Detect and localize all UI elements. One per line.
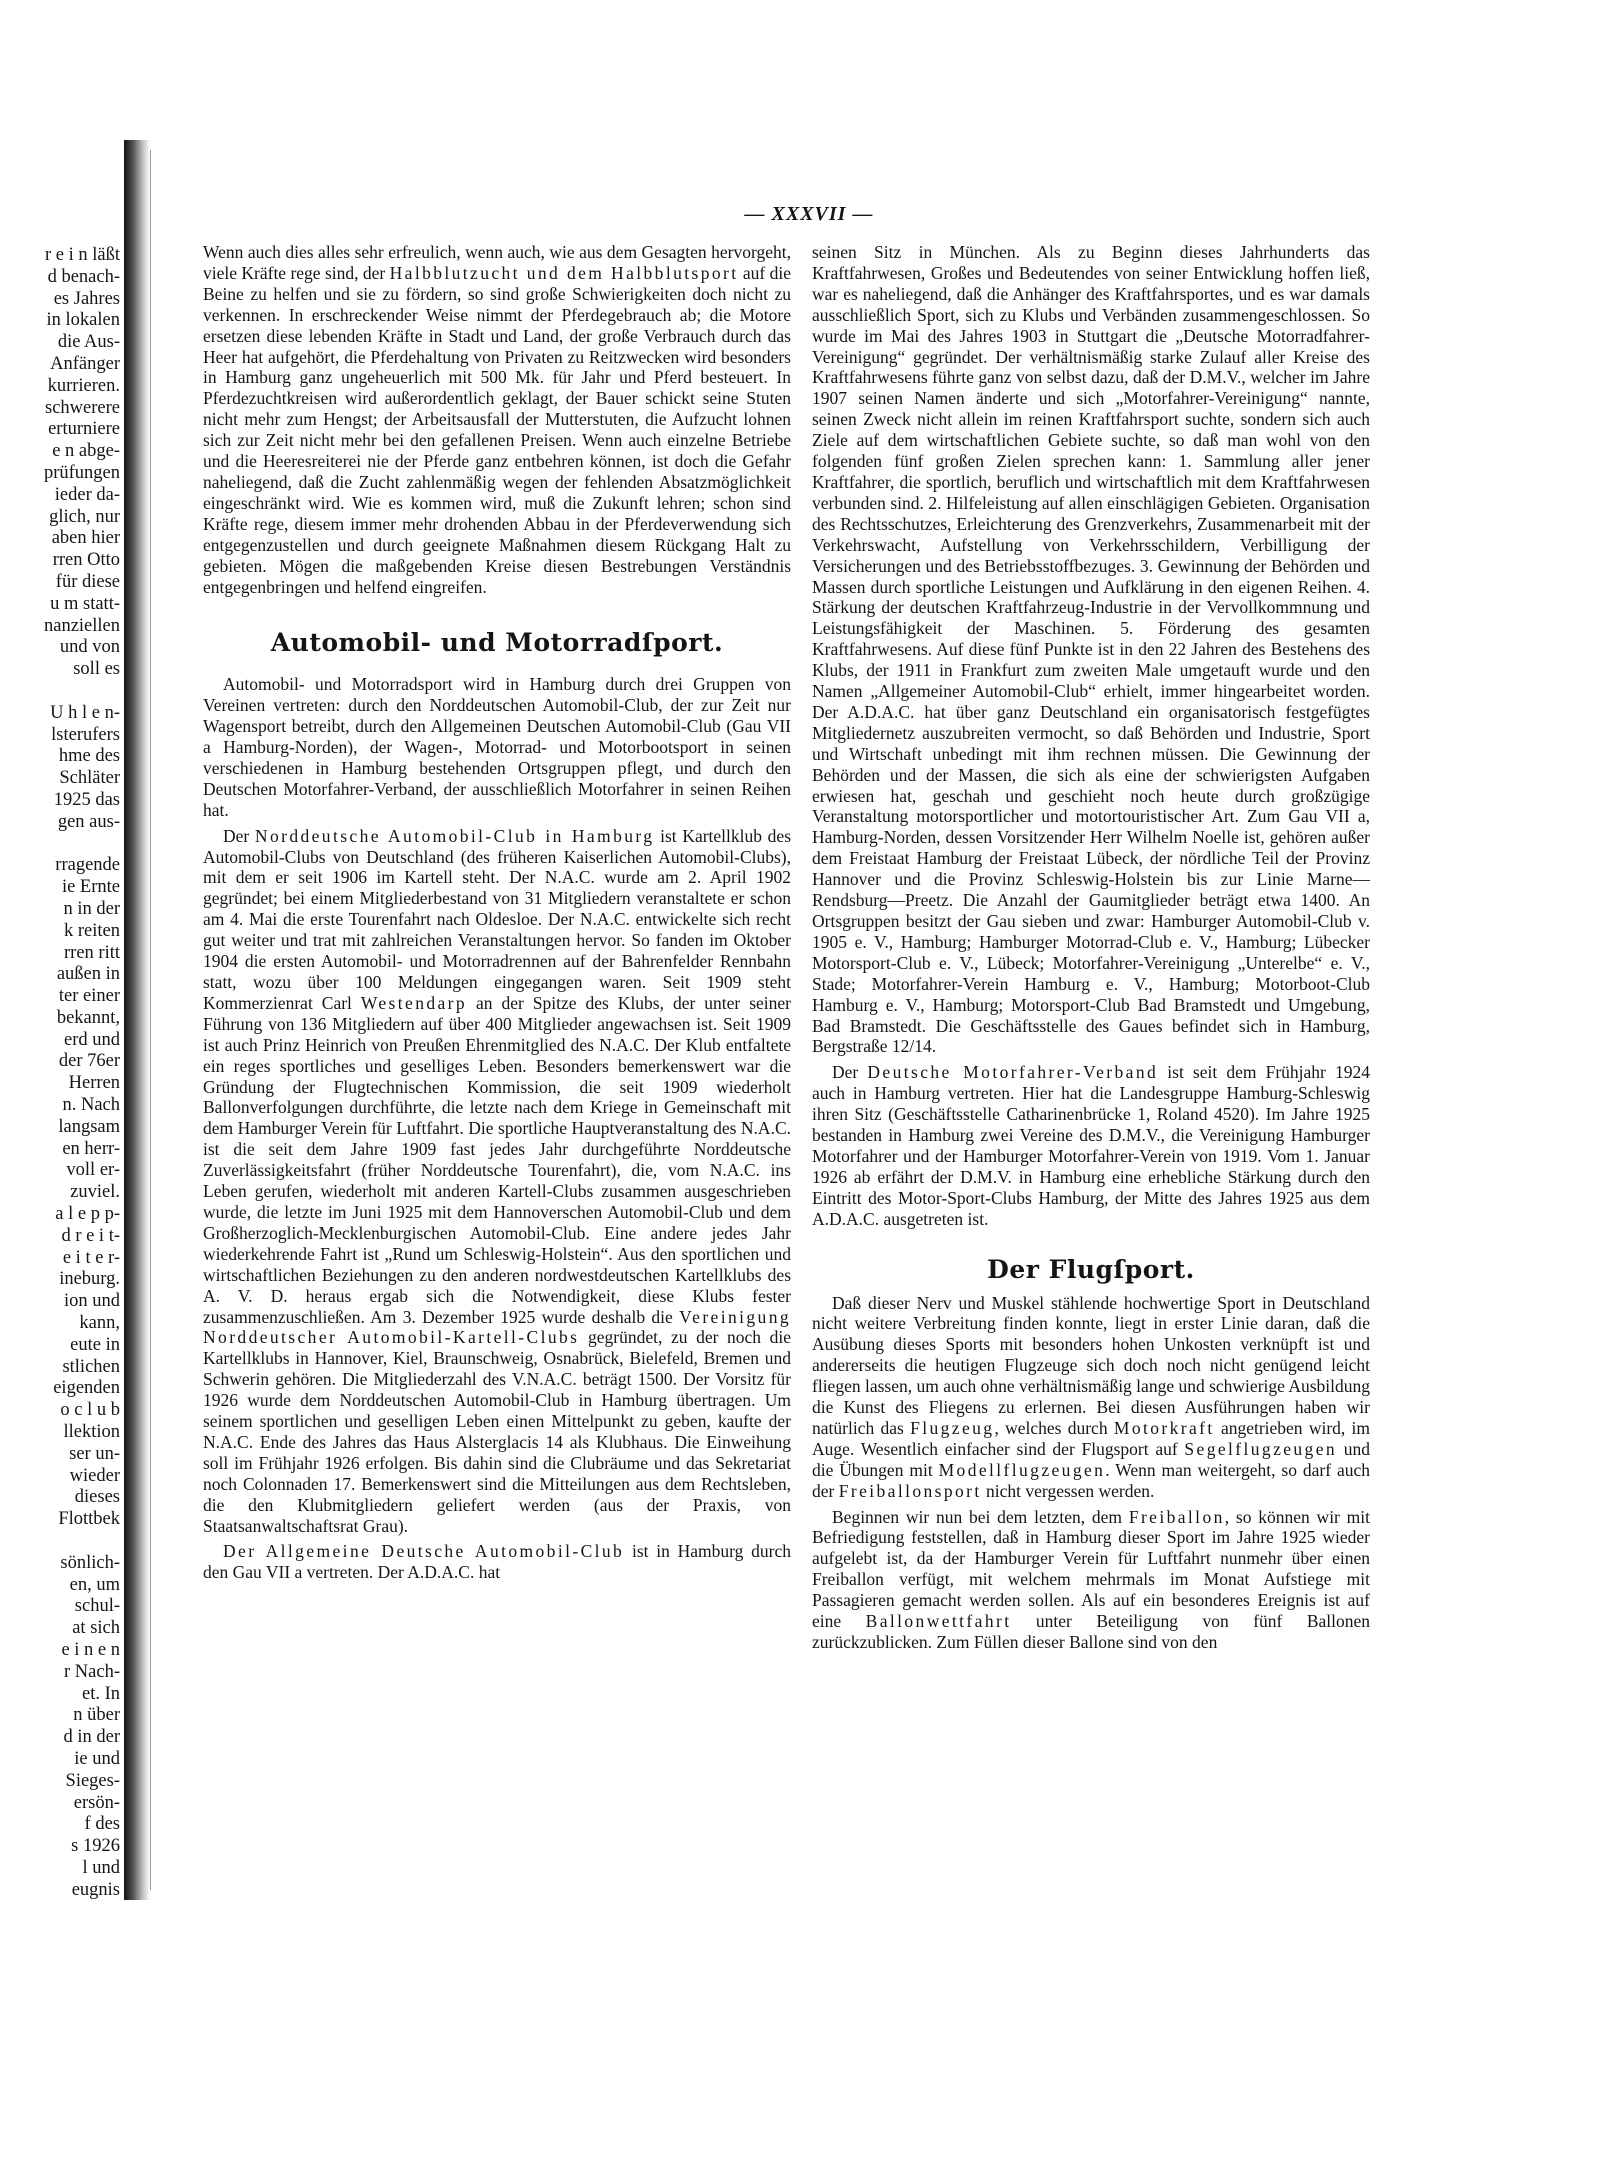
paragraph-adac-intro: Der Allgemeine Deutsche Automobil-Club ist in Hamburg durch den Gau VII a vertreten. Der A.D.A.C. hat (203, 1541, 792, 1583)
fragment-line: Schläter (59, 768, 120, 789)
fragment-line: ser un- (69, 1443, 120, 1464)
fragment-line: ion und (63, 1291, 120, 1312)
fragment-line: o c l u b (60, 1400, 120, 1421)
fragment-line: a l e p p- (55, 1204, 120, 1225)
fragment-line: kurrieren. (47, 375, 120, 396)
fragment-line: en herr- (62, 1138, 120, 1159)
fragment-line: Anfänger (50, 353, 120, 374)
fragment-line: l und (82, 1857, 120, 1878)
fragment-line: voll er- (66, 1160, 120, 1181)
fragment-block-1 (0, 245, 120, 681)
fragment-line: langsam (58, 1116, 120, 1137)
paragraph-nac: Der Norddeutsche Automobil-Club in Hamburg ist Kartellklub des Automobil-Clubs von Deutschland (des früheren Kaiserlichen Automobil-Clubs), mit dem er seit 1906 im Kartell steht. Der N.A.C. wurde am 2. April 1902 gegründet; bei einem Mitgliederbestand von 31 Mitgliedern veranstaltete er schon am 4. Mai die erste Tourenfahrt nach Oldesloe. Der N.A.C. entwickelte sich recht gut weiter und trat mit zahlreichen Veranstaltungen hervor. So fanden im Oktober 1904 die ersten Automobil- und Motorradrennen auf der Bahrenfelder Rennbahn statt, wozu über 100 Meldungen eingegangen waren. Seit 1909 steht Kommerzienrat Carl Westendarp an der Spitze des Klubs, der unter seiner Führung von 136 Mitgliedern auf über 400 Mitglieder angewachsen ist. Seit 1909 ist auch Prinz Heinrich von Preußen Ehrenmitglied des N.A.C. Der Klub entfaltete ein reges sportliches und geselliges Leben. Besonders bemerkenswert war die Gründung der Flugtechnischen Kommission, die seit 1909 wiederholt Ballonverfolgungen durchführte, die letzte nach dem Kriege in Gemeinschaft mit dem Hamburger Verein für Luftfahrt. Die sportliche Hauptveranstaltung des N.A.C. ist die seit dem Jahre 1909 fast jedes Jahr durchgeführte Norddeutsche Zuverlässigkeitsfahrt (früher Norddeutsche Tourenfahrt), die, vom N.A.C. ins Leben gerufen, wiederholt mit anderen Kartell-Clubs zusammen ausgeschrieben wurde, die letzte im Juni 1925 mit dem Hannoverschen Automobil-Club und dem Großherzoglich-Mecklenburgischen Automobil-Club. Eine andere jedes Jahr wiederkehrende Fahrt ist „Rund um Schleswig-Holstein“. Aus den sportlichen und wirtschaftlichen Beziehungen zu den anderen nordwestdeutschen Kartellklubs des A. V. D. heraus ergab sich die Notwendigkeit, diese Klubs fester zusammenzuschließen. Am 3. Dezember 1925 wurde deshalb die Vereinigung Norddeutscher Automobil-Kartell-Clubs gegründet, zu der noch die Kartellklubs in Hannover, Kiel, Braunschweig, Osnabrück, Bielefeld, Bremen und Schwerin gehören. Die Mitgliederzahl des V.N.A.C. beträgt 1500. Der Vorsitz für 1926 wurde dem Norddeutschen Automobil-Club in Hamburg übertragen. Um seinem sportlichen und geselligen Leben einen Mittelpunkt zu geben, kaufte der N.A.C. Ende des Jahres das Haus Alsterglacis 14 als Klubhaus. Die Einweihung soll im Frühjahr 1926 erfolgen. Bis dahin sind die Clubräume und das Sekretariat noch Colonnaden 17. Bemerkenswert sind die Mitteilungen aus dem Rechtsleben, die den Klubmitgliedern geliefert werden (aus der Praxis, von Staatsanwaltschaftsrat Grau). (203, 825, 792, 1536)
fragment-line: schwerere (45, 397, 120, 418)
left-column (203, 242, 791, 1588)
fragment-line: e i n e n (61, 1640, 120, 1660)
fragment-block-3 (0, 855, 120, 1531)
fragment-line: U h l e n- (50, 702, 120, 723)
fragment-line: ersön- (73, 1792, 120, 1813)
fragment-line: et. In (81, 1683, 120, 1704)
fragment-line: eigenden (53, 1378, 120, 1399)
right-column (812, 242, 1370, 1658)
fragment-line: f des (84, 1814, 120, 1835)
fragment-line: d r e i t- (61, 1225, 120, 1246)
fragment-line: n. Nach (62, 1095, 120, 1116)
fragment-block-4 (0, 1553, 120, 1902)
fragment-line: schul- (74, 1596, 120, 1617)
fragment-line: glich, nur (49, 506, 120, 527)
fragment-line: d in der (63, 1727, 120, 1748)
fragment-line: gen aus- (57, 811, 120, 832)
fragment-line: außen in (56, 964, 120, 985)
fragment-line: rragende (55, 855, 120, 876)
fragment-line: Sieges- (65, 1770, 120, 1791)
fragment-line: Flottbek (58, 1509, 120, 1530)
fragment-line: erd und (64, 1029, 120, 1050)
fragment-line: der 76er (58, 1051, 120, 1072)
fragment-line: stlichen (62, 1356, 120, 1377)
fragment-line: d benach- (47, 266, 120, 287)
paragraph-dmv: Der Deutsche Motorfahrer-Verband ist seit dem Frühjahr 1924 auch in Hamburg vertreten. Hier hat die Landesgruppe Hamburg-Schleswig ihren Sitz (Geschäftsstelle Catharinenbrücke 1, Roland 4520). Im Jahre 1925 bestanden in Hamburg zwei Vereine des D.M.V., die Vereinigung Hamburger Motorfahrer und der Hamburger Motorfahrer-Verein von 1919. Vom 1. Januar 1926 ab erfährt der D.M.V. in Hamburg eine erhebliche Stärkung durch den Eintritt des Motor-Sport-Clubs Hamburg, der Mitte des Jahres 1925 aus dem A.D.A.C. ausgetreten ist. (812, 1062, 1371, 1229)
section-heading-flugsport: Der Flugſport. (987, 1254, 1195, 1284)
fragment-line: ter einer (58, 986, 120, 1007)
fragment-line: für diese (55, 571, 120, 592)
fragment-line: sönlich- (60, 1552, 120, 1573)
fragment-line: bekannt, (56, 1007, 120, 1028)
paragraph-horse-breeding: Wenn auch dies alles sehr erfreulich, wenn auch, wie aus dem Gesagten hervorgeht, viele Kräfte rege sind, der Halbblutzucht und dem Halbblutsport auf die Beine zu helfen und sie zu fördern, so sind große Schwierigkeiten doch nicht zu verkennen. In erschreckender Weise nimmt der Pferdegebrauch ab; die Motore ersetzen diese lebenden Kräfte in Stadt und Land, der große Verbrauch durch das Heer hat aufgehört, die Pferdehaltung von Privaten zu Reitzwecken wird besonders in Hamburg ganz ungeheuerlich mit 500 Mk. für Jahr und Pferd besteuert. In Pferdezuchtkreisen wird außerordentlich geklagt, der Bauer schickt seine Stuten nicht mehr zum Hengst; der Arbeitsausfall der Mutterstuten, die Aufzucht lohnen sich zur Zeit nicht mehr bei den gefallenen Preisen. Wenn auch einzelne Betriebe und die Heeresreiterei nie der Pferde ganz entbehren können, ist doch die Gefahr naheliegend, daß die Zucht zahlenmäßig wegen der fehlenden Absatzmöglichkeit eingeschränkt wird. Wie es kommen wird, muß die Zukunft lehren; schon sind Kräfte rege, diesem immer mehr drohenden Abbau in der Pferdeverwendung sich entgegenzustellen und durch geeignete Maßnahmen diesem Rückgang Halt zu gebieten. Mögen die maßgebenden Kreise diesen Bestrebungen Verständnis entgegenbringen und helfend eingreifen. (203, 242, 792, 597)
fragment-line: prüfungen (43, 462, 120, 483)
fragment-line: en, um (69, 1574, 120, 1595)
section-heading-automobil: Automobil- und Motorradſport. (270, 628, 724, 658)
fragment-line: ieder da- (54, 484, 120, 505)
fragment-line: in lokalen (46, 310, 120, 331)
fragment-line: wieder (69, 1465, 120, 1486)
fragment-line: e n abge- (52, 441, 120, 462)
fragment-block-2 (0, 703, 120, 834)
fragment-line: ie und (74, 1748, 120, 1769)
fragment-line: hme des (58, 746, 120, 767)
page-number: — XXXVII — (744, 203, 874, 225)
fragment-line: dieses (74, 1487, 120, 1508)
fragment-line: s 1926 (71, 1836, 120, 1857)
fragment-line: aben hier (51, 528, 120, 549)
fragment-line: llektion (63, 1422, 120, 1443)
fragment-line: u m statt- (50, 593, 120, 614)
fragment-line: k reiten (64, 920, 120, 941)
fragment-line: es Jahres (53, 288, 120, 309)
fragment-line: r e i n läßt (44, 245, 120, 265)
paragraph-flugsport: Daß dieser Nerv und Muskel stählende hochwertige Sport in Deutschland nicht weitere Verbreitung finden konnte, liegt in erster Linie daran, daß die Ausübung dieses Sports mit besonders hohen Unkosten verknüpft ist und andererseits die heutigen Flugzeuge sich doch noch nicht genügend leicht fliegen lassen, um auch ohne verhältnismäßig lange und schwierige Ausbildung die Kunst des Fliegens zu erlernen. Bei diesen Ausführungen haben wir natürlich das Flugzeug, welches durch Motorkraft angetrieben wird, im Auge. Wesentlich einfacher sind der Flugsport auf Segelflugzeugen und die Übungen mit Modellflugzeugen. Wenn man weitergeht, so darf auch der Freiballonsport nicht vergessen werden. (812, 1292, 1371, 1501)
fragment-line: zuviel. (70, 1182, 120, 1203)
fragment-line: soll es (73, 659, 120, 680)
fragment-line: e i t e r- (62, 1247, 120, 1268)
fragment-line: r Nach- (64, 1661, 120, 1682)
fragment-line: n über (73, 1705, 120, 1726)
fragment-line: eute in (70, 1334, 120, 1355)
previous-page-fragment (0, 245, 120, 1902)
fragment-line: erturniere (48, 419, 120, 440)
page-edge-line (150, 150, 151, 1890)
fragment-line: 1925 das (53, 789, 120, 810)
fragment-line: und von (59, 637, 120, 658)
fragment-line: rren Otto (52, 550, 120, 571)
fragment-line: ie Ernte (61, 877, 120, 898)
fragment-line: kann, (79, 1313, 120, 1334)
fragment-line: lsterufers (51, 724, 120, 745)
fragment-line: rren ritt (64, 942, 120, 963)
fragment-line: eugnis (71, 1879, 120, 1900)
paragraph-automobil-intro: Automobil- und Motorradsport wird in Hamburg durch drei Gruppen von Vereinen vertreten: durch den Norddeutschen Automobil-Club, der zur Zeit nur Wagensport betreibt, durch den Allgemeinen Deutschen Automobil-Club (Gau VII a Hamburg-Norden), der Wagen-, Motorrad- und Motorbootsport in seinen verschiedenen in Hamburg bestehenden Ortsgruppen pflegt, und durch den Deutschen Motorfahrer-Verband, der ausschließlich Motorfahrer in seinen Reihen hat. (203, 674, 791, 820)
paragraph-freiballon: Beginnen wir nun bei dem letzten, dem Freiballon, so können wir mit Befriedigung feststellen, daß in Hamburg dieser Sport im Jahre 1925 wieder aufgelebt ist, da der Hamburger Verein für Luftfahrt nunmehr über einen Freiballon verfügt, mit welchem mehrmals im Monat Aufstiege mit Passagieren gemacht werden sollen. Als auf ein besonderes Ereignis ist auf eine Ballonwettfahrt unter Beteiligung von fünf Ballonen zurückzublicken. Zum Füllen dieser Ballone sind von den (812, 1506, 1371, 1652)
fragment-line: die Aus- (57, 332, 120, 353)
book-gutter-shadow (124, 140, 150, 1900)
fragment-line: n in der (63, 898, 120, 919)
paragraph-adac: seinen Sitz in München. Als zu Beginn dieses Jahrhunderts das Kraftfahrwesen, Großes und Bedeutendes von seiner Entwicklung hoffen ließ, war es naheliegend, daß die Anhänger des Kraftfahrsportes, und es war damals ausschließlich Sport, sich zu Klubs und Verbänden zusammengeschlossen. So wurde im Mai des Jahres 1903 in Stuttgart die „Deutsche Motorradfahrer-Vereinigung“ gegründet. Der verhältnismäßig starke Zulauf aller Kreise des Kraftfahrwesens führte ganz von selbst dazu, daß der D.M.V., welcher im Jahre 1907 seinen Namen änderte und sich „Motorfahrer-Vereinigung“ nannte, seinen Zweck nicht allein im reinen Kraftfahrsport suchte, sondern sich auch Ziele auf dem wirtschaftlichen Gebiete suchte, so daß man wohl von den folgenden fünf großen Zielen sprechen kann: 1. Sammlung aller jener Kraftfahrer, die sportlich, beruflich und wirtschaftlich mit dem Kraftfahrwesen verbunden sind. 2. Hilfeleistung auf allen einschlägigen Gebieten. Organisation des Rechtsschutzes, Erleichterung des Grenzverkehrs, Zusammenarbeit mit der Verkehrswacht, Aufstellung von Verkehrsschildern, Verbilligung der Versicherungen und des Betriebsstoffbezuges. 3. Gewinnung der Behörden und Massen durch sportliche Leistungen und Aufklärung in den eigenen Reihen. 4. Stärkung der deutschen Kraftfahrzeug-Industrie in der Vervollkommnung und Leistungsfähigkeit der Maschinen. 5. Förderung des gesamten Kraftfahrwesens. Auf diese fünf Punkte ist in den 22 Jahren des Bestehens des Klubs, der 1911 in Frankfurt zum zweiten Male umgetauft wurde und den Namen „Allgemeiner Automobil-Club“ erhielt, immer hingearbeitet worden. Der A.D.A.C. hat über ganz Deutschland ein organisatorisch festgefügtes Mitgliedernetz auszubreiten vermocht, so daß Behörden und Industrie, Sport und Wirtschaft unbedingt mit ihm rechnen müssen. Die Gewinnung der Behörden und der Massen, die sich als eine der schwierigsten Aufgaben erwiesen hat, geschah und geschieht noch heute durch großzügige Veranstaltung motorsportlicher und motortouristischer Art. Zum Gau VII a, Hamburg-Norden, dessen Vorsitzender Herr Wilhelm Noelle ist, gehören außer dem Freistaat Hamburg der Freistaat Lübeck, der nördliche Teil der Provinz Hannover und die Provinz Schleswig-Holstein bis zur Linie Marne—Rendsburg—Preetz. Die Anzahl der Gaumitglieder beträgt etwa 1400. An Ortsgruppen besitzt der Gau sieben und zwar: Hamburger Automobil-Club v. 1905 e. V., Hamburg; Hamburger Motorrad-Club e. V., Hamburg; Lübecker Motorsport-Club e. V., Lübeck; Motorfahrer-Vereinigung „Unterelbe“ e. V., Stade; Motorfahrer-Verein Hamburg e. V., Hamburg; Motorboot-Club Hamburg e. V., Hamburg; Motorsport-Club Bad Bramstedt und Umgebung, Bad Bramstedt. Die Geschäftsstelle des Gaues befindet sich in Hamburg, Bergstraße 12/14. (812, 242, 1370, 1057)
fragment-line: Herren (68, 1073, 120, 1094)
fragment-line: nanziellen (43, 615, 120, 636)
fragment-line: at sich (72, 1618, 120, 1639)
fragment-line: ineburg. (59, 1269, 120, 1290)
